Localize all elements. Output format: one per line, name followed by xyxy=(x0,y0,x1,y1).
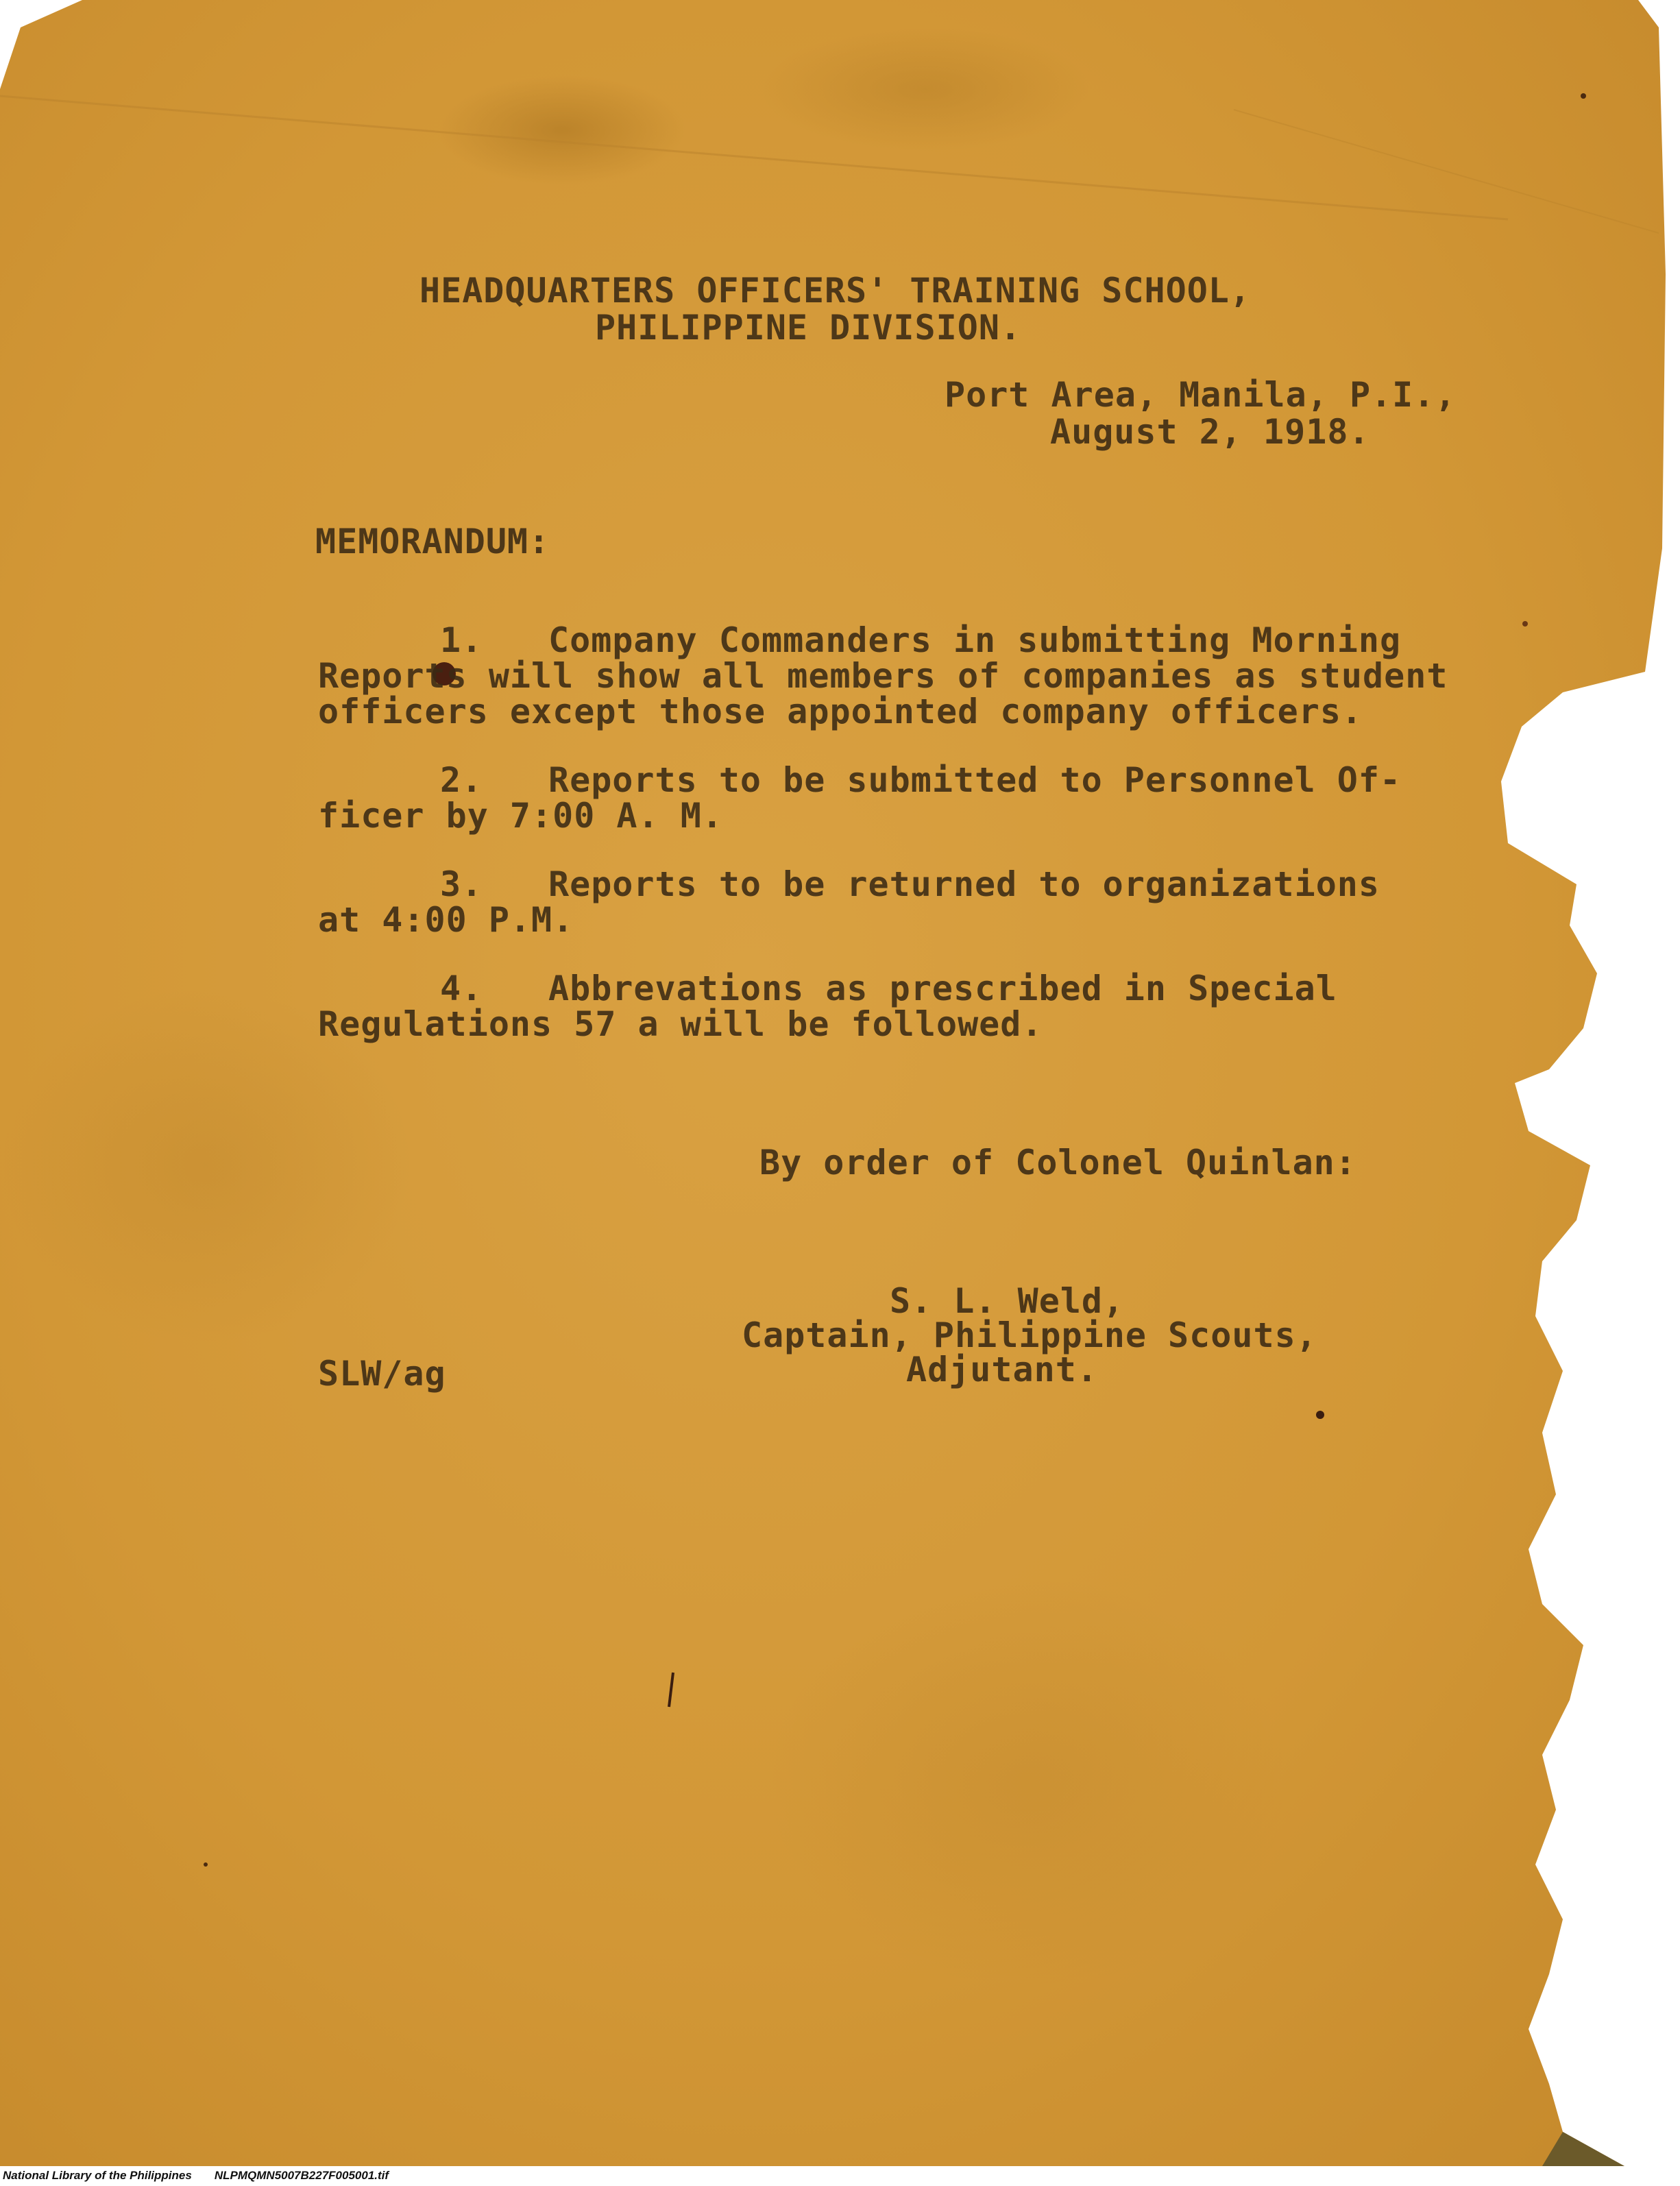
item-1-number: 1. xyxy=(440,620,483,660)
item-1-line-1: Company Commanders in submitting Morning xyxy=(548,620,1402,660)
item-1-line-3: officers except those appointed company officers. xyxy=(318,692,1363,731)
scan-footer-caption xyxy=(3,2169,389,2183)
authority-line: By order of Colonel Quinlan: xyxy=(759,1143,1356,1182)
date-line: August 2, 1918. xyxy=(1050,412,1370,452)
letterhead-line-2: PHILIPPINE DIVISION. xyxy=(595,308,1022,348)
signature-title: Adjutant. xyxy=(906,1350,1098,1389)
item-3-number: 3. xyxy=(440,864,483,904)
item-1-line-2: Reports will show all members of companies as student xyxy=(318,656,1448,696)
letterhead-line-1: HEADQUARTERS OFFICERS' TRAINING SCHOOL, xyxy=(419,271,1251,311)
signature-name: S. L. Weld, xyxy=(890,1281,1125,1321)
footer-archive-name: National Library of the Philippines xyxy=(3,2169,192,2182)
memorandum-heading: MEMORANDUM: xyxy=(315,522,550,561)
place-line: Port Area, Manila, P.I., xyxy=(945,375,1457,415)
item-2-line-1: Reports to be submitted to Personnel Of- xyxy=(548,760,1402,800)
footer-file-name: NLPMQMN5007B227F005001.tif xyxy=(214,2169,389,2182)
item-2-line-2: ficer by 7:00 A. M. xyxy=(318,796,723,836)
item-3-line-2: at 4:00 P.M. xyxy=(318,900,574,940)
item-2-number: 2. xyxy=(440,760,483,800)
typist-initials: SLW/ag xyxy=(318,1354,446,1394)
signature-rank: Captain, Philippine Scouts, xyxy=(742,1315,1317,1355)
item-4-line-1: Abbrevations as prescribed in Special xyxy=(548,969,1337,1008)
item-3-line-1: Reports to be returned to organizations xyxy=(548,864,1380,904)
item-4-number: 4. xyxy=(440,969,483,1008)
item-4-line-2: Regulations 57 a will be followed. xyxy=(318,1004,1043,1044)
